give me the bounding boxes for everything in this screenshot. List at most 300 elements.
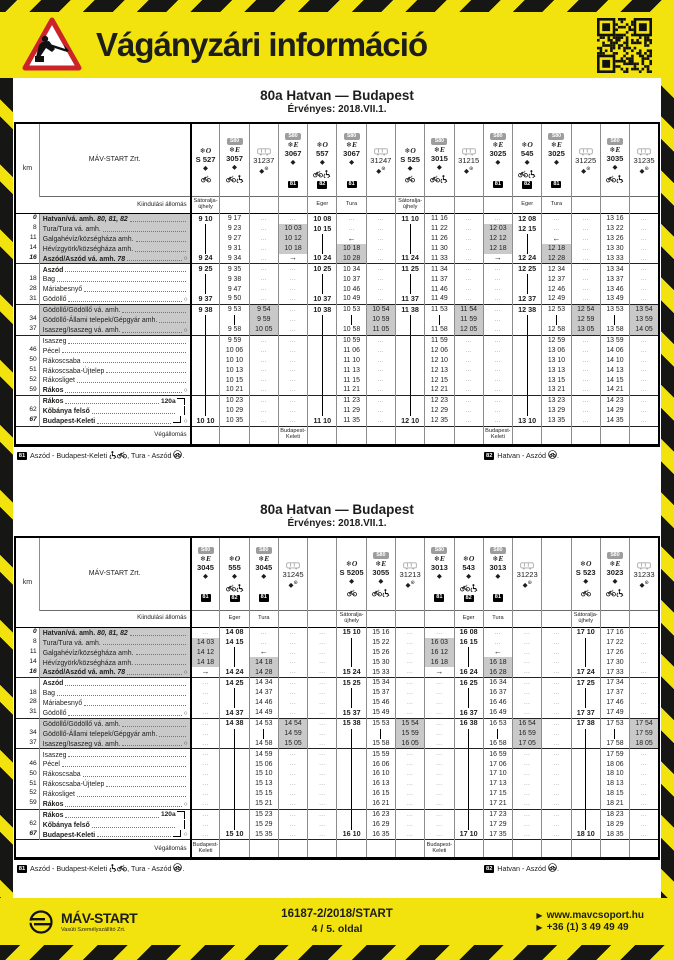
station-row: [15, 365, 659, 375]
station-row: [15, 749, 659, 759]
time-cell: 16 18: [425, 657, 454, 667]
km-cell: 31: [29, 294, 37, 302]
destination-cell: [366, 840, 395, 859]
train-number: 3067: [284, 148, 302, 158]
time-cell: …: [249, 385, 278, 395]
time-cell: …: [278, 406, 307, 416]
time-cell: 14 37: [249, 688, 278, 698]
time-cell: 12 10: [395, 416, 424, 426]
time-cell: …: [630, 698, 659, 708]
time-cell: 18 13: [600, 779, 629, 789]
time-cell: …: [630, 355, 659, 365]
train-service-icons: [572, 589, 600, 597]
train-number: 3067: [343, 148, 361, 158]
calendar-mark: ◆: [495, 158, 501, 166]
time-cell: …: [278, 830, 307, 840]
logo-title: MÁV-START: [61, 910, 138, 926]
time-cell: 18 21: [600, 799, 629, 809]
route-note-badge: 81: [494, 594, 502, 601]
wheelchair-icon: [236, 584, 244, 592]
station-row: [15, 739, 659, 749]
destination-cell: [454, 426, 483, 445]
bike-icon: [430, 175, 440, 183]
time-cell: 13 53: [600, 305, 629, 315]
time-cell: 12 03: [483, 224, 512, 234]
time-cell: 17 59: [630, 729, 659, 739]
time-cell: [337, 657, 366, 667]
time-cell: 17 10: [571, 627, 600, 637]
time-cell: …: [395, 820, 424, 830]
time-cell: 11 13: [337, 365, 366, 375]
time-cell: 14 46: [249, 698, 278, 708]
time-cell: 18 29: [600, 820, 629, 830]
time-cell: 14 34: [249, 678, 278, 688]
train-service-icons: [425, 175, 453, 183]
time-cell: …: [278, 385, 307, 395]
time-cell: 12 38: [513, 305, 542, 315]
station-name-cell: Rákoscsaba: [39, 769, 190, 779]
time-cell: 17 16: [600, 627, 629, 637]
time-cell: →: [425, 667, 454, 677]
time-cell: …: [513, 647, 542, 657]
time-cell: 16 18: [483, 657, 512, 667]
bus-icon: [257, 148, 271, 156]
time-cell: 9 59: [249, 315, 278, 325]
km-cell: 0: [15, 214, 39, 224]
time-cell: 15 16: [366, 627, 395, 637]
time-cell: 13 29: [542, 406, 571, 416]
origin-cell: Sátoralja- újhely: [337, 610, 366, 627]
time-cell: [337, 809, 366, 819]
calendar-mark: ◆: [436, 572, 442, 580]
time-cell: 11 54: [454, 305, 483, 315]
route-note-badge: 82: [524, 181, 531, 188]
time-cell: 11 58: [425, 325, 454, 335]
time-cell: →: [483, 254, 512, 264]
station-name-cell: Rákoscsaba-Újtelep: [39, 779, 190, 789]
time-cell: 15 33: [366, 667, 395, 677]
station-row: [15, 375, 659, 385]
station-name-cell: Budapest-Keleti ○: [39, 830, 190, 840]
time-cell: …: [483, 315, 512, 325]
time-cell: …: [249, 214, 278, 224]
bus-icon: [403, 562, 417, 570]
time-cell: 16 21: [366, 799, 395, 809]
time-cell: 15 59: [366, 749, 395, 759]
time-cell: [571, 638, 600, 648]
time-cell: 12 37: [513, 294, 542, 304]
time-cell: [191, 315, 220, 325]
time-cell: …: [366, 264, 395, 274]
destination-cell: [249, 426, 278, 445]
train-number: 3015: [430, 154, 448, 164]
service-symbol: ❄E: [492, 553, 504, 563]
time-cell: 11 10: [395, 214, 424, 224]
train-number: 3055: [372, 567, 390, 577]
calendar-mark: ◆: [232, 164, 238, 172]
time-cell: [220, 799, 249, 809]
time-cell: …: [191, 779, 220, 789]
time-cell: 11 59: [454, 315, 483, 325]
time-cell: 9 59: [220, 335, 249, 345]
time-cell: 10 37: [337, 274, 366, 284]
destination-cell: [571, 840, 600, 859]
time-cell: 11 23: [337, 396, 366, 406]
time-cell: 14 38: [220, 718, 249, 728]
time-cell: 11 37: [425, 274, 454, 284]
time-cell: 17 58: [600, 739, 629, 749]
time-cell: …: [395, 688, 424, 698]
time-cell: 18 35: [600, 830, 629, 840]
time-cell: 17 10: [483, 769, 512, 779]
time-cell: [395, 346, 424, 356]
train-number: 543: [462, 563, 475, 573]
time-cell: 14 12: [191, 647, 220, 657]
service-symbol: ❄E: [609, 145, 621, 155]
calendar-mark: ◆⊛: [376, 166, 386, 176]
time-cell: …: [278, 214, 307, 224]
time-cell: [191, 244, 220, 254]
station-marker-icon: ○: [183, 800, 188, 808]
km-cell: [15, 749, 39, 759]
wheelchair-icon: [382, 589, 390, 597]
train-header-row: [15, 537, 659, 611]
time-cell: …: [366, 224, 395, 234]
bus-icon: [637, 148, 651, 156]
km-cell: 18: [29, 688, 37, 696]
time-cell: 11 33: [425, 254, 454, 264]
time-cell: …: [308, 729, 337, 739]
time-cell: 9 24: [191, 254, 220, 264]
km-cell: [15, 426, 39, 445]
time-cell: [571, 820, 600, 830]
time-cell: …: [630, 688, 659, 698]
time-cell: …: [425, 759, 454, 769]
time-cell: …: [630, 627, 659, 637]
time-cell: …: [278, 284, 307, 294]
service-symbol: ❄O: [316, 140, 328, 150]
bike-icon: [117, 864, 127, 872]
train-column-header: [278, 537, 307, 611]
time-cell: …: [191, 708, 220, 718]
time-cell: …: [454, 224, 483, 234]
time-cell: …: [337, 224, 366, 234]
time-cell: 14 21: [600, 385, 629, 395]
time-cell: …: [308, 657, 337, 667]
time-cell: …: [308, 769, 337, 779]
time-cell: 13 21: [542, 385, 571, 395]
bus-icon: [579, 148, 593, 156]
time-cell: 14 15: [220, 638, 249, 648]
time-cell: [220, 657, 249, 667]
footnote-badge: 82: [486, 452, 493, 459]
time-cell: [220, 698, 249, 708]
train-column-header: [220, 123, 249, 197]
time-cell: …: [191, 718, 220, 728]
time-cell: …: [454, 274, 483, 284]
time-cell: …: [630, 667, 659, 677]
time-cell: …: [308, 667, 337, 677]
time-cell: [395, 365, 424, 375]
time-cell: 10 29: [220, 406, 249, 416]
time-cell: …: [630, 638, 659, 648]
time-cell: …: [454, 284, 483, 294]
time-cell: …: [278, 657, 307, 667]
time-cell: …: [542, 667, 571, 677]
time-cell: [571, 688, 600, 698]
km-cell: 34: [29, 315, 37, 323]
time-cell: [513, 234, 542, 244]
origin-cell: [278, 197, 307, 214]
train-number: 3023: [606, 567, 624, 577]
station-row: [15, 708, 659, 718]
station-row: [15, 244, 659, 254]
time-cell: 12 08: [513, 214, 542, 224]
time-cell: 14 49: [249, 708, 278, 718]
time-cell: …: [308, 708, 337, 718]
time-cell: 14 18: [249, 657, 278, 667]
station-name-cell: Rákosliget: [39, 375, 190, 385]
origin-cell: [395, 610, 424, 627]
time-cell: …: [278, 355, 307, 365]
bus-icon: [637, 562, 651, 570]
time-cell: 12 12: [483, 234, 512, 244]
train-column-header: [600, 123, 629, 197]
time-cell: 17 34: [600, 678, 629, 688]
station-row: [15, 254, 659, 264]
time-cell: …: [542, 820, 571, 830]
time-cell: …: [630, 769, 659, 779]
time-cell: [337, 698, 366, 708]
time-cell: 9 53: [220, 305, 249, 315]
time-cell: …: [191, 698, 220, 708]
calendar-mark: ◆⊛: [259, 166, 269, 176]
time-cell: …: [366, 214, 395, 224]
time-cell: 9 37: [191, 294, 220, 304]
time-cell: 11 37: [395, 294, 424, 304]
origin-cell: [366, 197, 395, 214]
time-cell: 15 05: [278, 739, 307, 749]
time-cell: …: [249, 294, 278, 304]
bike-icon: [518, 170, 528, 178]
bike-circle-icon: [548, 450, 557, 459]
time-cell: 15 10: [337, 627, 366, 637]
station-row: [15, 355, 659, 365]
time-cell: 12 49: [542, 294, 571, 304]
logo-subtitle: Vasúti Személyszállító Zrt.: [61, 927, 126, 933]
time-cell: [513, 355, 542, 365]
time-cell: …: [366, 274, 395, 284]
time-cell: 12 37: [542, 274, 571, 284]
time-cell: …: [454, 254, 483, 264]
time-cell: 17 15: [483, 789, 512, 799]
train-header-row: [15, 123, 659, 197]
time-cell: …: [542, 224, 571, 234]
time-cell: …: [308, 647, 337, 657]
km-cell: 51: [29, 365, 37, 373]
station-row: [15, 396, 659, 406]
train-column-header: [395, 123, 424, 197]
time-cell: …: [571, 234, 600, 244]
time-cell: 11 16: [425, 214, 454, 224]
train-service-icons: [337, 170, 365, 178]
station-name-cell: Gödöllő-Állami telepek/Gépgyár amh.: [39, 315, 190, 325]
time-cell: …: [542, 647, 571, 657]
time-cell: …: [249, 264, 278, 274]
time-cell: …: [630, 416, 659, 426]
station-row: [15, 315, 659, 325]
train-column-header: [249, 537, 278, 611]
time-cell: 13 34: [600, 264, 629, 274]
time-cell: 10 34: [337, 264, 366, 274]
time-cell: …: [571, 335, 600, 345]
line-title: 80a Hatvan — Budapest: [260, 501, 414, 517]
train-column-header: [366, 123, 395, 197]
bike-icon: [606, 175, 616, 183]
s80-badge: S80: [373, 552, 389, 559]
time-cell: [220, 820, 249, 830]
time-cell: …: [249, 346, 278, 356]
time-cell: [454, 779, 483, 789]
time-cell: 11 05: [366, 325, 395, 335]
time-cell: …: [542, 718, 571, 728]
time-cell: [513, 335, 542, 345]
time-cell: …: [630, 779, 659, 789]
station-name-cell: Gödöllő ○: [39, 294, 190, 304]
time-cell: 15 30: [366, 657, 395, 667]
time-cell: 12 15: [513, 224, 542, 234]
time-cell: …: [571, 284, 600, 294]
time-cell: …: [278, 779, 307, 789]
time-cell: [337, 749, 366, 759]
origin-cell: [366, 610, 395, 627]
km-cell: 59: [29, 385, 37, 393]
time-cell: 10 49: [337, 294, 366, 304]
time-cell: 11 21: [337, 385, 366, 395]
time-cell: [308, 346, 337, 356]
time-cell: …: [513, 809, 542, 819]
time-cell: 15 06: [249, 759, 278, 769]
station-name-cell: Rákosliget: [39, 789, 190, 799]
time-cell: …: [278, 627, 307, 637]
time-cell: 9 47: [220, 284, 249, 294]
service-symbol: ❄E: [375, 558, 387, 568]
calendar-mark: ◆⊛: [464, 166, 474, 176]
time-cell: …: [425, 718, 454, 728]
footer-band: [0, 898, 674, 945]
time-cell: …: [630, 708, 659, 718]
time-cell: 10 18: [337, 244, 366, 254]
route-note-badge: 81: [289, 180, 297, 187]
s80-badge: S80: [607, 138, 623, 145]
time-cell: …: [366, 234, 395, 244]
time-cell: [337, 759, 366, 769]
station-marker-icon: ○: [183, 255, 188, 263]
time-cell: 13 59: [600, 335, 629, 345]
time-cell: 13 05: [571, 325, 600, 335]
calendar-mark: ◆: [553, 158, 559, 166]
time-cell: 18 23: [600, 809, 629, 819]
train-column-header: [308, 123, 337, 197]
time-cell: …: [542, 638, 571, 648]
route-note-badge: 81: [260, 594, 267, 601]
time-cell: 9 34: [220, 254, 249, 264]
time-cell: …: [630, 244, 659, 254]
calendar-mark: ◆⊛: [288, 579, 298, 589]
time-cell: …: [571, 406, 600, 416]
time-cell: 14 03: [191, 638, 220, 648]
time-cell: …: [425, 809, 454, 819]
time-cell: 13 26: [600, 234, 629, 244]
time-cell: 9 17: [220, 214, 249, 224]
time-cell: …: [395, 698, 424, 708]
time-cell: …: [542, 214, 571, 224]
time-cell: …: [454, 385, 483, 395]
train-number: 3013: [430, 562, 448, 572]
train-service-icons: [601, 589, 629, 597]
line-title: 80a Hatvan — Budapest: [260, 88, 414, 103]
time-cell: …: [513, 799, 542, 809]
time-cell: …: [278, 708, 307, 718]
station-row: [15, 657, 659, 667]
time-cell: [571, 749, 600, 759]
time-cell: …: [337, 214, 366, 224]
time-cell: …: [395, 638, 424, 648]
time-cell: 15 58: [366, 739, 395, 749]
time-cell: …: [278, 799, 307, 809]
time-cell: [308, 274, 337, 284]
time-cell: …: [513, 688, 542, 698]
origin-cell: Eger: [308, 197, 337, 214]
time-cell: …: [366, 385, 395, 395]
destination-cell: [191, 426, 220, 445]
time-cell: [454, 820, 483, 830]
time-cell: [571, 698, 600, 708]
time-cell: [191, 325, 220, 335]
time-cell: …: [630, 396, 659, 406]
time-cell: 10 58: [337, 325, 366, 335]
time-cell: 11 30: [425, 244, 454, 254]
time-cell: …: [513, 759, 542, 769]
time-cell: 10 08: [308, 214, 337, 224]
km-cell: 8: [33, 638, 37, 646]
time-cell: 16 46: [483, 698, 512, 708]
time-cell: …: [513, 657, 542, 667]
s80-badge: S80: [285, 133, 301, 140]
time-cell: [220, 647, 249, 657]
origin-cell: [308, 610, 337, 627]
time-cell: …: [454, 264, 483, 274]
time-cell: …: [278, 769, 307, 779]
time-cell: 11 25: [395, 264, 424, 274]
time-cell: 13 54: [630, 305, 659, 315]
train-service-icons: [220, 584, 248, 592]
time-cell: 16 54: [513, 718, 542, 728]
time-cell: 10 53: [337, 305, 366, 315]
destination-cell: [542, 840, 571, 859]
time-cell: 13 16: [600, 214, 629, 224]
bike-icon: [606, 589, 616, 597]
time-cell: …: [395, 627, 424, 637]
time-cell: …: [249, 254, 278, 264]
time-cell: …: [630, 294, 659, 304]
station-marker-icon: ○: [183, 831, 188, 839]
company-cell: MÁV-START Zrt.: [39, 537, 190, 611]
time-cell: …: [542, 698, 571, 708]
train-service-icons: [601, 175, 629, 183]
time-cell: …: [483, 274, 512, 284]
calendar-mark: ◆⊛: [639, 166, 649, 176]
